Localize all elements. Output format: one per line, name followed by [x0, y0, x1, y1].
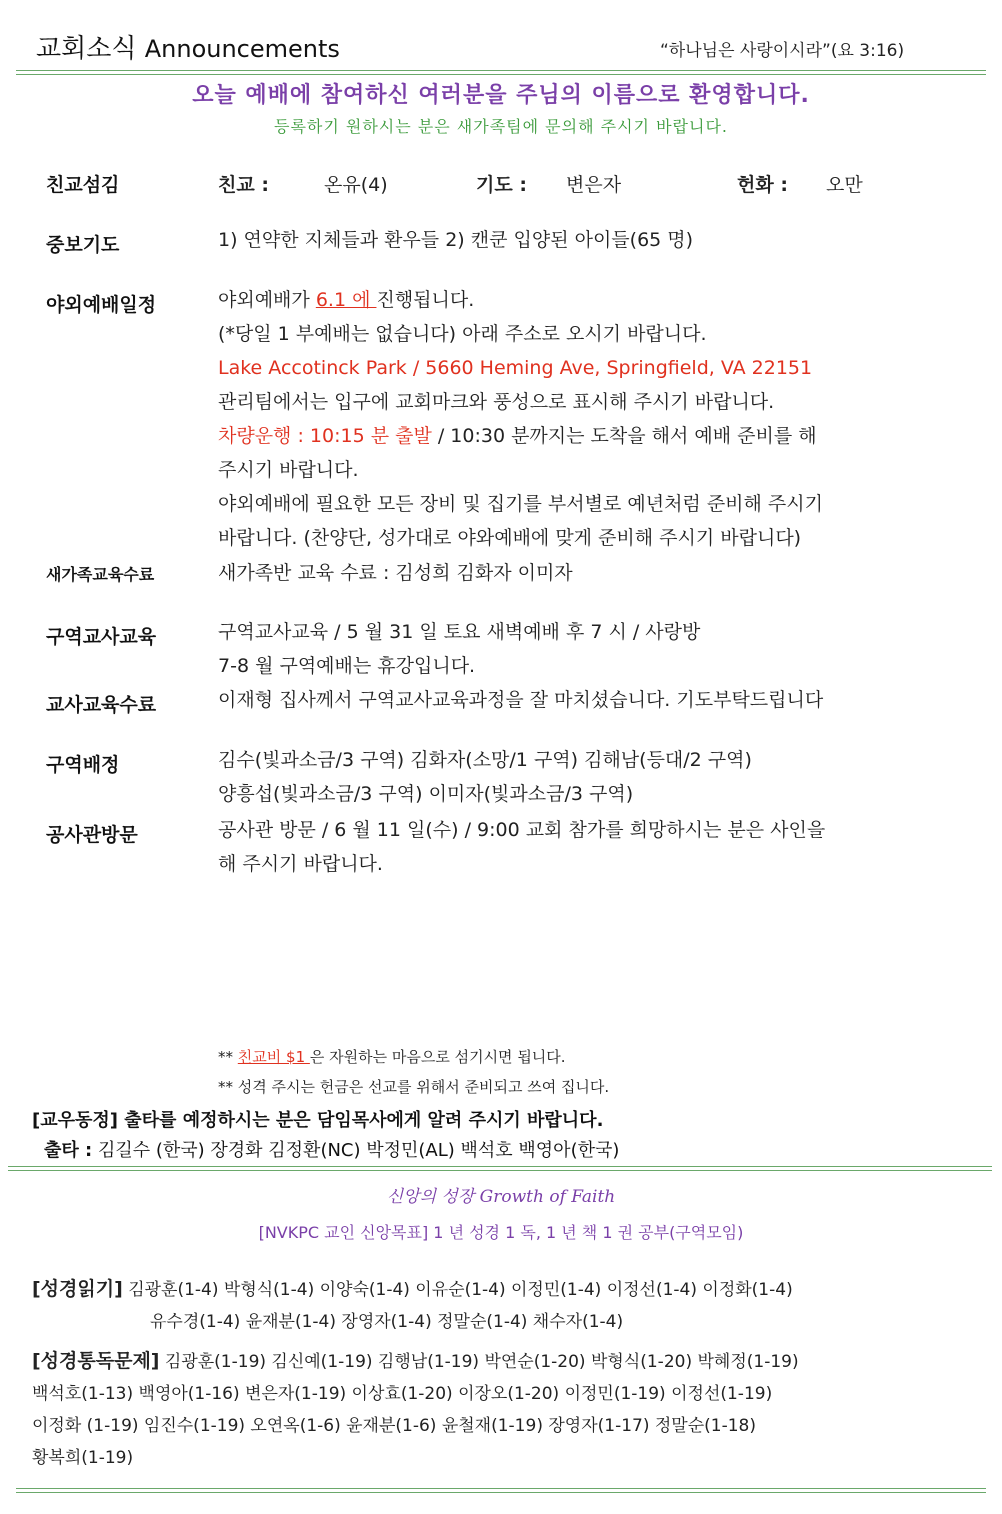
fellowship-fee: 친교비 $1	[237, 1048, 310, 1066]
travel-label: 출타 :	[44, 1140, 93, 1161]
district-block	[218, 743, 752, 811]
note-offering: ** 성격 주시는 헌금은 선교를 위해서 준비되고 쓰여 집니다.	[218, 1078, 610, 1096]
note-fellowship-fee: ** 친교비 $1 은 자원하는 마음으로 섬기시면 됩니다.	[218, 1048, 566, 1066]
district-label: 구역배정	[46, 754, 120, 776]
quiz-label: [성경통독문제]	[32, 1350, 160, 1372]
quiz-line1: [성경통독문제] 김광훈(1-19) 김신예(1-19) 김행남(1-19) 박연순(1-20) 박형식(1-20) 박혜정(1-19)	[32, 1350, 799, 1372]
outdoor-line2: (*당일 1 부예배는 없습니다) 아래 주소로 오시기 바랍니다.	[218, 323, 707, 345]
outdoor-line6: 주시기 바랍니다.	[218, 459, 359, 481]
newfamily-label: 새가족교육수료	[46, 565, 155, 584]
quiz-line2: 백석호(1-13) 백영아(1-16) 변은자(1-19) 이상효(1-20) 이장오(1-20) 이정민(1-19) 이정선(1-19)	[32, 1384, 773, 1404]
intercession-text: 1) 연약한 지체들과 환우들 2) 캔쿤 입양된 아이들(65 명)	[218, 229, 694, 251]
quiz-line3: 이정화 (1-19) 임진수(1-19) 오연옥(1-6) 윤재분(1-6) 윤철재(1-19) 장영자(1-17) 정말순(1-18)	[32, 1416, 756, 1436]
divider-top	[16, 70, 986, 75]
reading-line1: [성경읽기] 김광훈(1-4) 박형식(1-4) 이양숙(1-4) 이유순(1-4) 이정민(1-4) 이정선(1-4) 이정화(1-4)	[32, 1278, 793, 1300]
teacher-done-label: 교사교육수료	[46, 694, 157, 716]
quiz-block	[32, 1345, 799, 1474]
intercession-label: 중보기도	[46, 234, 120, 256]
page-title	[36, 28, 340, 65]
register-message: 등록하기 원하시는 분은 새가족팀에 문의해 주시기 바랍니다.	[273, 117, 728, 136]
prayer-value: 변은자	[566, 174, 622, 196]
outdoor-label: 야외예배일정	[46, 294, 157, 316]
teacher-line1: 구역교사교육 / 5 월 31 일 토요 새벽예배 후 7 시 / 사랑방	[218, 621, 701, 643]
outdoor-line7: 야외예배에 필요한 모든 장비 및 집기를 부서별로 예년처럼 준비해 주시기	[218, 493, 823, 515]
reading-line2: 유수경(1-4) 윤재분(1-4) 장영자(1-4) 정말순(1-4) 채수자(1-4)	[150, 1312, 624, 1332]
flower-label: 헌화 :	[737, 174, 788, 196]
divider-bottom	[16, 1488, 986, 1493]
flower-value: 오만	[826, 174, 863, 196]
embassy-line2: 해 주시기 바랍니다.	[218, 853, 383, 875]
welcome-message: 오늘 예배에 참여하신 여러분을 주님의 이름으로 환영합니다.	[192, 83, 810, 108]
vehicle-schedule: 차량운행 : 10:15 분 출발	[218, 425, 432, 447]
embassy-line1: 공사관 방문 / 6 월 11 일(수) / 9:00 교회 참가를 희망하시는 분은 사인을	[218, 819, 826, 841]
title-korean: 교회소식	[36, 34, 137, 64]
outdoor-date: 6.1 에	[315, 289, 377, 311]
outdoor-line8: 바랍니다. (찬양단, 성가대로 야와예배에 맞게 준비해 주시기 바랍니다)	[218, 527, 802, 549]
travel-text: 김길수 (한국) 장경화 김정환(NC) 박정민(AL) 백석호 백영아(한국)	[92, 1140, 620, 1161]
embassy-block	[218, 813, 825, 881]
members-travel	[44, 1136, 619, 1162]
teacher-label: 구역교사교육	[46, 626, 157, 648]
outdoor-address: Lake Accotinck Park / 5660 Heming Ave, Springfield, VA 22151	[218, 357, 813, 379]
reading-block	[32, 1273, 793, 1338]
teacher-line2: 7-8 월 구역예배는 휴강입니다.	[218, 655, 476, 677]
outdoor-line5: 차량운행 : 10:15 분 출발 / 10:30 분까지는 도착을 해서 예배 준비를 해	[218, 425, 817, 447]
title-english: Announcements	[144, 35, 340, 63]
prayer-label: 기도 :	[476, 174, 527, 196]
divider-middle	[8, 1166, 992, 1171]
outdoor-line1: 야외예배가 6.1 에 진행됩니다.	[218, 289, 475, 311]
outdoor-line4: 관리팀에서는 입구에 교회마크와 풍성으로 표시해 주시기 바랍니다.	[218, 391, 775, 413]
embassy-label: 공사관방문	[46, 824, 138, 846]
district-line2: 양흥섭(빛과소금/3 구역) 이미자(빛과소금/3 구역)	[218, 783, 634, 805]
fellowship-label: 친교섬김	[46, 174, 120, 196]
members-heading: [교우동정] 출타를 예정하시는 분은 담임목사에게 알려 주시기 바랍니다.	[32, 1110, 604, 1131]
teacher-block	[218, 615, 700, 683]
teacher-done-text: 이재형 집사께서 구역교사교육과정을 잘 마치셨습니다. 기도부탁드립니다	[218, 689, 824, 711]
quiz-line4: 황복희(1-19)	[32, 1448, 134, 1468]
newfamily-text: 새가족반 교육 수료 : 김성희 김화자 이미자	[218, 562, 573, 584]
fellow-value: 온유(4)	[324, 174, 388, 196]
header-verse: “하나님은 사랑이시라”(요 3:16)	[660, 41, 905, 61]
outdoor-block	[218, 283, 968, 555]
district-line1: 김수(빛과소금/3 구역) 김화자(소망/1 구역) 김해남(등대/2 구역)	[218, 749, 752, 771]
growth-goal: [NVKPC 교인 신앙목표] 1 년 성경 1 독, 1 년 책 1 권 공부(구역모임)	[258, 1223, 744, 1242]
fellow-label: 친교 :	[218, 174, 269, 196]
reading-label: [성경읽기]	[32, 1278, 123, 1300]
growth-title: 신앙의 성장 Growth of Faith	[386, 1187, 616, 1207]
